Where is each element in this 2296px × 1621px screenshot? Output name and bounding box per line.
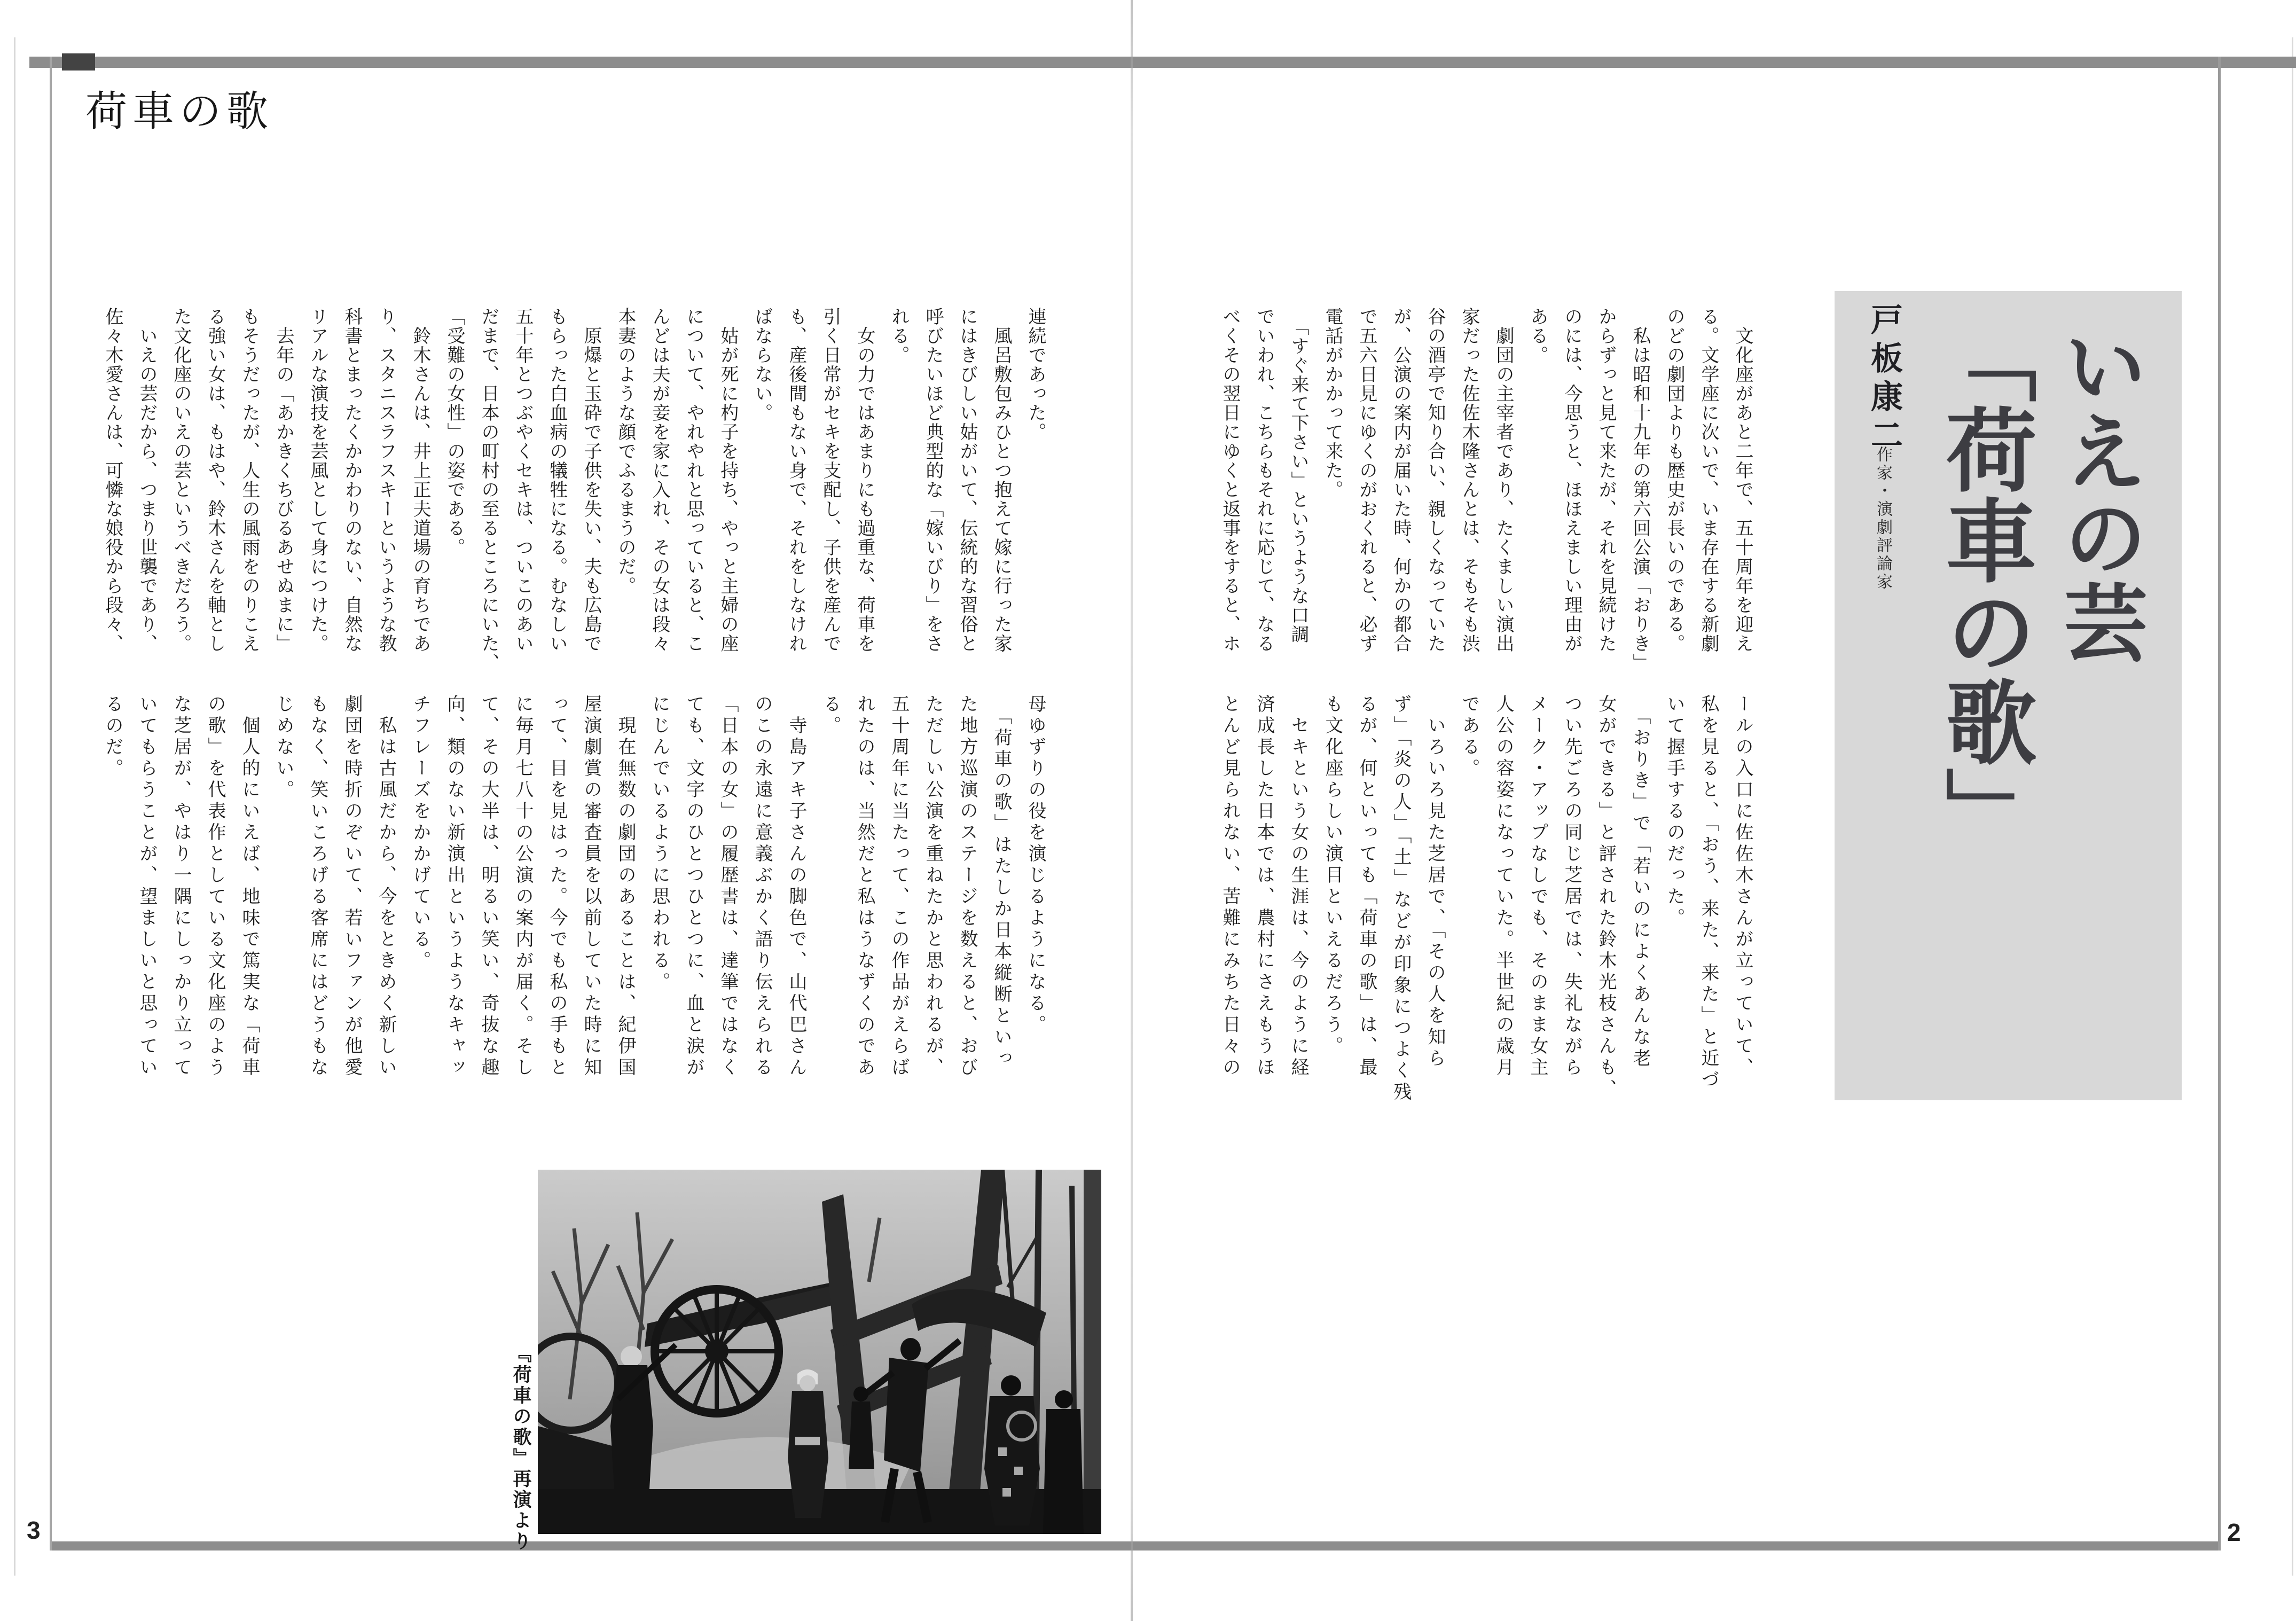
text-column: 佐々木愛さんは、可憐な娘役から段々、 (103, 307, 122, 653)
text-column: である。 (1459, 694, 1479, 780)
author-role: 作家・演劇評論家 (1874, 446, 1892, 591)
text-column: 女の力ではあまりにも過重な、荷車を (855, 307, 874, 653)
text-column: れる。 (889, 307, 908, 365)
text-column: 「すぐ来て下さい」というような口調 (1288, 307, 1308, 644)
text-column: 済成長した日本では、農村にさえもうほ (1254, 694, 1274, 1079)
paper-edge-left (14, 37, 15, 1576)
text-column: る。文学座に次いで、いま存在する新劇 (1698, 307, 1718, 653)
text-column: た文化座のいえの芸というべきだろう。 (171, 307, 191, 653)
text-column: も、産後間もない身で、それをしなけれ (786, 307, 806, 653)
text-column: 屋演劇賞の審査員を以前していた時に知 (581, 694, 601, 1079)
text-column: 家だった佐佐木隆さんとは、そもそも渋 (1459, 307, 1479, 653)
text-column: で五六日見にゆくのがおくれると、必ず (1357, 307, 1376, 653)
paper-edge-right (2292, 37, 2293, 1576)
stage-photo (538, 1170, 1101, 1534)
text-column: にじんでいるように思われる。 (649, 694, 669, 993)
text-column: とんど見られない、苦難にみちた日々の (1220, 694, 1240, 1079)
bottom-rule (50, 1541, 2219, 1550)
text-column: な芝居が、やはり一隅にしっかり立って (171, 694, 191, 1079)
text-column: んどは夫が妾を家に入れ、その女は段々 (649, 307, 669, 653)
top-rule-dark-tab (62, 53, 95, 71)
text-column: 私は古風だから、今をときめく新しい (376, 694, 396, 1079)
text-column: 私は昭和十九年の第六回公演「おりき」 (1630, 307, 1650, 672)
text-column: 母ゆずりの役を演じるようになる。 (1025, 694, 1045, 1036)
text-column: 文化座があと二年で、五十周年を迎え (1733, 307, 1752, 653)
right-page-lower-band (1212, 694, 1759, 1116)
text-column: 原爆と玉砕で子供を失い、夫も広島で (581, 307, 601, 653)
text-column: の歌」を代表作としている文化座のよう (205, 694, 225, 1079)
article-title-line2: 「荷車の歌」 (1932, 312, 2033, 857)
center-fold-line (1131, 0, 1133, 1621)
text-column: る。 (820, 694, 840, 737)
text-column: のこの永遠に意義ぶかく語り伝えられる (752, 694, 772, 1079)
text-column: ず」「炎の人」「土」などが印象につよく残 (1391, 694, 1410, 1103)
text-column: 劇団の主宰者であり、たくましい演出 (1493, 307, 1513, 653)
text-column: れたのは、当然だと私はうなずくのであ (855, 694, 874, 1079)
text-column: いて握手するのだった。 (1664, 694, 1684, 929)
text-column: ても、文字のひとつひとつに、血と涙が (684, 694, 703, 1079)
text-column: ールの入口に佐佐木さんが立っていて、 (1733, 694, 1752, 1079)
text-column: もそうだったが、人生の風雨をのりこえ (239, 307, 259, 653)
top-rule (29, 57, 2296, 68)
text-column: 人公の容姿になっていた。半世紀の歳月 (1493, 694, 1513, 1079)
author-name: 戸板康二 (1867, 303, 1902, 457)
running-header-title: 荷車の歌 (85, 88, 274, 135)
text-column: 風呂敷包みひとつ抱えて嫁に行った家 (991, 307, 1011, 653)
text-column: からずっと見て来たが、それを見続けた (1596, 307, 1616, 653)
text-column: について、やれやれと思っていると、こ (684, 307, 703, 653)
text-column: る強い女は、もはや、鈴木さんを軸とし (205, 307, 225, 653)
text-column: いえの芸だから、つまり世襲であり、 (137, 307, 156, 653)
title-panel (1835, 291, 2182, 1100)
text-column: ある。 (1527, 307, 1547, 365)
text-column: リアルな演技を芸風として身につけた。 (308, 307, 327, 653)
right-page-upper-band (1212, 307, 1759, 672)
text-column: のどの劇団よりも歴史が長いのである。 (1664, 307, 1684, 653)
text-column: にはきびしい姑がいて、伝統的な習俗と (957, 307, 977, 653)
article-title-line1: いえの芸 (2051, 323, 2144, 665)
text-column: じめない。 (273, 694, 293, 801)
text-column: り、スタニスラフスキーというような教 (376, 307, 396, 653)
text-column: 私を見ると、「おう、来た、来た」と近づ (1698, 694, 1718, 1091)
text-column: 個人的にいえば、地味で篤実な「荷車 (239, 694, 259, 1079)
text-column: 向、類のない新演出というようなキャッ (444, 694, 464, 1079)
text-column: チフレーズをかかげている。 (410, 694, 430, 972)
text-column: 電話がかかって来た。 (1322, 307, 1342, 499)
text-column: 五十年とつぶやくセキは、ついこのあい (513, 307, 532, 653)
text-column: 「受難の女性」の姿である。 (444, 307, 464, 557)
text-column: もなく、笑いころげる客席にはどうもな (308, 694, 327, 1079)
text-column: た地方巡演のステージを数えると、おび (957, 694, 977, 1079)
text-column: 「荷車の歌」はたしか日本縦断といっ (991, 694, 1011, 1070)
page-number-left: 3 (27, 1516, 41, 1544)
text-column: もらった白血病の犠牲になる。むなしい (547, 307, 567, 653)
text-column: 現在無数の劇団のあることは、紀伊国 (615, 694, 635, 1079)
text-column: 女ができる」と評された鈴木光枝さんも、 (1596, 694, 1616, 1100)
text-column: に毎月七八十の公演の案内が届く。そし (513, 694, 532, 1079)
photo-caption: 『荷車の歌』再演より (511, 1344, 531, 1552)
text-column: 寺島アキ子さんの脚色で、山代巴さん (786, 694, 806, 1079)
text-column: て、その大半は、明るい笑い、奇抜な趣 (479, 694, 498, 1079)
text-column: 引く日常がセキを支配し、子供を産んで (820, 307, 840, 653)
stage-photo-image (538, 1170, 1101, 1534)
text-column: いろいろ見た芝居で、「その人を知ら (1425, 694, 1445, 1070)
text-column: つい先ごろの同じ芝居では、失礼ながら (1562, 694, 1581, 1079)
text-column: って、目を見はった。今でも私の手もと (547, 694, 567, 1079)
text-column: 科書とまったくかかわりのない、自然な (342, 307, 362, 653)
text-column: だまで、日本の町村の至るところにいた、 (479, 307, 498, 672)
text-column: 去年の「あかきくちびるあせぬまに」 (273, 307, 293, 653)
text-column: メーク・アップなしでも、そのまま女主 (1527, 694, 1547, 1079)
left-page-lower-band (95, 694, 1052, 1116)
text-column: 本妻のような顔でふるまうのだ。 (615, 307, 635, 596)
text-column: 呼びたいほど典型的な「嫁いびり」をさ (923, 307, 943, 653)
text-column: セキという女の生涯は、今のように経 (1288, 694, 1308, 1079)
text-column: るのだ。 (103, 694, 122, 780)
text-column: 「日本の女」の履歴書は、達筆ではなく (718, 694, 738, 1079)
text-column: も文化座らしい演目といえるだろう。 (1322, 694, 1342, 1058)
text-column: ただしい公演を重ねたかと思われるが、 (923, 694, 943, 1079)
text-column: のには、今思うと、ほほえましい理由が (1562, 307, 1581, 653)
text-column: べくその翌日にゆくと返事をすると、ホ (1220, 307, 1240, 653)
text-column: 五十周年に当たって、この作品がえらば (889, 694, 908, 1079)
text-column: 谷の酒亭で知り合い、親しくなっていた (1425, 307, 1445, 653)
page-number-right: 2 (2227, 1518, 2241, 1546)
text-column: 鈴木さんは、井上正夫道場の育ちであ (410, 307, 430, 653)
text-column: 「おりき」で「若いのによくあんな老 (1630, 694, 1650, 1070)
left-page-upper-band (95, 307, 1052, 672)
text-column: ばならない。 (752, 307, 772, 422)
text-column: 姑が死に杓子を持ち、やっと主婦の座 (718, 307, 738, 653)
right-page-border (2218, 57, 2221, 1550)
text-column: いてもらうことが、望ましいと思ってい (137, 694, 156, 1079)
text-column: 劇団を時折のぞいて、若いファンが他愛 (342, 694, 362, 1079)
left-page-border (50, 57, 52, 1550)
text-column: が、公演の案内が届いた時、何かの都合 (1391, 307, 1410, 653)
text-column: るが、何といっても「荷車の歌」は、最 (1357, 694, 1376, 1079)
text-column: でいわれ、こちらもそれに応じて、なる (1254, 307, 1274, 653)
text-column: 連続であった。 (1025, 307, 1045, 442)
